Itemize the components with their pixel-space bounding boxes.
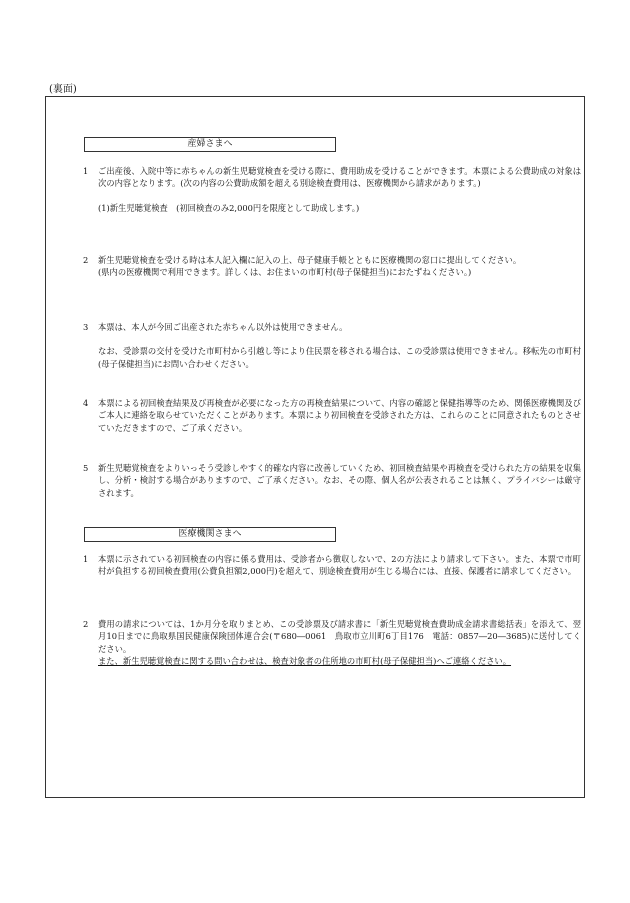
item-number: 1 — [83, 554, 89, 564]
item-number: 2 — [83, 255, 89, 265]
item-number: 3 — [83, 322, 89, 332]
item-text: 費用の請求については、1か月分を取りまとめ、この受診票及び請求書に「新生児聴覚検査費助成金請求書総括表」を添えて、翌月10日までに鳥取県国民健康保険団体連合会(〒680―0061 鳥取市立川町6丁目176 電話：0857―20―3685)に送付してください。 — [98, 619, 581, 654]
item-text: 新生児聴覚検査をよりいっそう受診しやすく的確な内容に改善していくため、初回検査結果や再検査を受けられた方の結果を収集し、分析・検討する場合がありますので、ご了承ください。なお、その際、個人名が公表されることは無く、プライバシーは厳守されます。 — [98, 463, 581, 498]
item-text: なお、受診票の交付を受けた市町村から引越し等により住民票を移される場合は、この受診票は使用できません。移転先の市町村(母子保健担当)にお問い合わせください。 — [98, 346, 581, 369]
item-text: 本票による初回検査結果及び再検査が必要になった方の再検査結果について、内容の確認と保健指導等のため、関係医療機関及びご本人に連絡を取らせていただくことがあります。本票により初回検査を受診された方は、これらのことに同意されたものとさせていただきますので、ご了承ください。 — [98, 398, 581, 433]
section-heading-medical: 医療機関さまへ — [84, 527, 336, 542]
item-text: ご出産後、入院中等に赤ちゃんの新生児聴覚検査を受ける際に、費用助成を受けることができます。本票による公費助成の対象は次の内容となります。(次の内容の公費助成額を超える別途検査費用は、医療機関から請求があります。) — [98, 166, 581, 189]
item-number: 1 — [83, 166, 89, 176]
item-text: (1)新生児聴覚検査 (初回検査のみ2,000円を限度として助成します。) — [98, 202, 360, 213]
section-heading-parents: 産婦さまへ — [84, 137, 336, 152]
item-text: (県内の医療機関で利用できます。詳しくは、お住まいの市町村(母子保健担当)におたずねください。) — [98, 267, 472, 278]
back-side-label: (裏面) — [49, 84, 77, 95]
item-text: 本票は、本人が今回ご出産された赤ちゃん以外は使用できません。 — [98, 322, 348, 332]
item-number: 2 — [83, 619, 89, 629]
contact-note-underlined: また、新生児聴覚検査に関する問い合わせは、検査対象者の住所地の市町村(母子保健担当)へご連絡ください。 — [98, 655, 512, 666]
item-text: 新生児聴覚検査を受ける時は本人記入欄に記入の上、母子健康手帳とともに医療機関の窓口に提出してください。 — [98, 255, 522, 265]
item-text: 本票に示されている初回検査の内容に係る費用は、受診者から徴収しないで、2の方法により請求して下さい。また、本票で市町村が負担する初回検査費用(公費負担額2,000円)を超えて、別途検査費用が生じる場合には、直接、保護者に請求してください。 — [98, 554, 581, 577]
item-number: 4 — [83, 398, 89, 408]
item-number: 5 — [83, 463, 89, 473]
